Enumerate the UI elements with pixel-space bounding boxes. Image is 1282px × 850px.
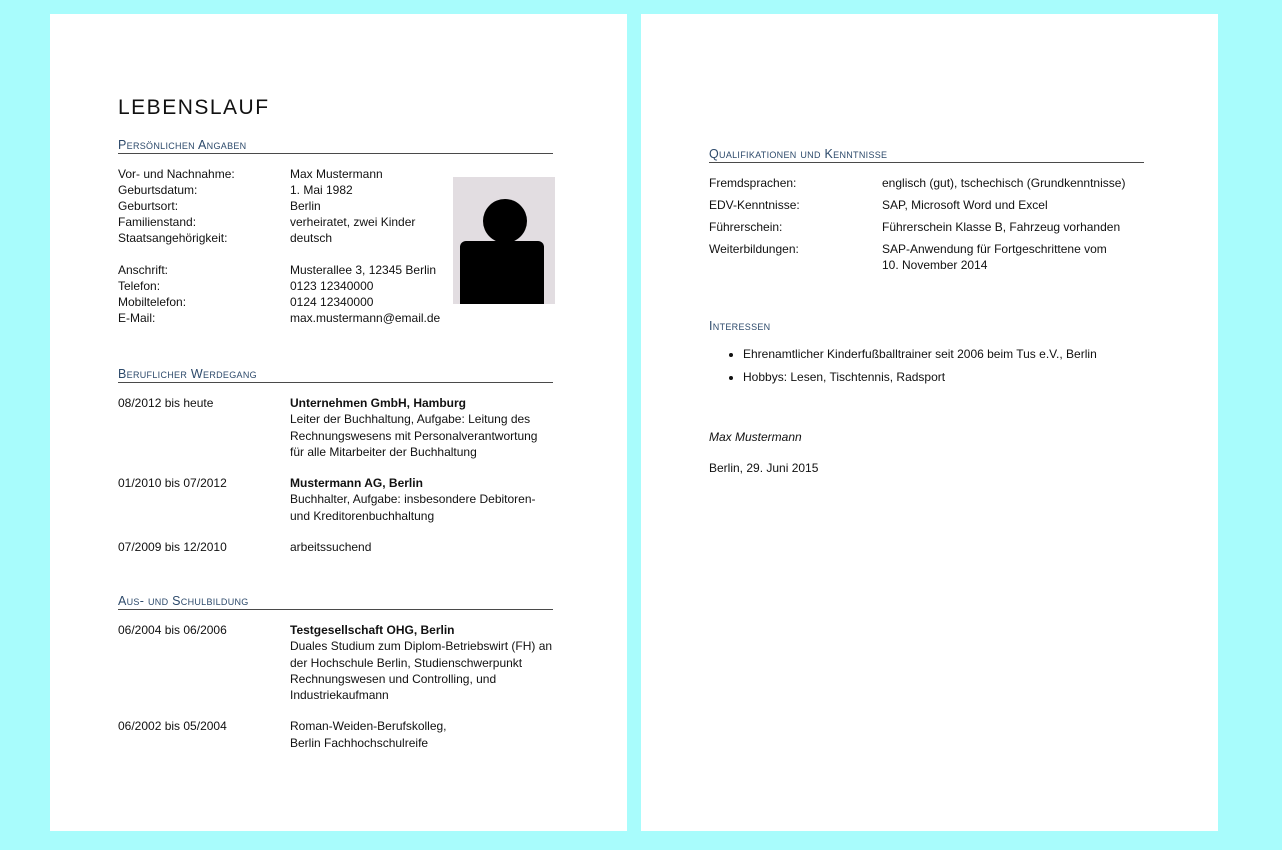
qualification-row (709, 175, 1144, 191)
field-label: E-Mail: (118, 311, 156, 325)
education-entry (118, 622, 553, 703)
field-label: Weiterbildungen: (709, 242, 799, 256)
career-entry (118, 539, 553, 555)
cv-page-2 (641, 14, 1218, 831)
entry-company: Unternehmen GmbH, Hamburg (290, 396, 467, 410)
qualification-row (709, 241, 1144, 273)
field-label: Fremdsprachen: (709, 176, 797, 190)
list-item: • Ehrenamtlicher Kinderfußballtrainer seit 2006 beim Tus e.V., Berlin (743, 346, 1144, 362)
field-value: SAP, Microsoft Word und Excel (882, 198, 1048, 212)
qualification-row (709, 219, 1144, 235)
field-value: 0124 12340000 (290, 295, 374, 309)
career-entry (118, 475, 553, 524)
entry-period: 07/2009 bis 12/2010 (118, 540, 227, 555)
field-label: Geburtsort: (118, 199, 179, 213)
entry-institution: Testgesellschaft OHG, Berlin (290, 623, 455, 637)
field-label: Telefon: (118, 279, 161, 293)
entry-description: arbeitssuchend (290, 540, 372, 555)
entry-description: Buchhalter, Aufgabe: insbesondere Debitoren- und Kreditorenbuchhaltung (290, 492, 536, 523)
field-value: Berlin (290, 199, 321, 213)
field-value: max.mustermann@email.de (290, 311, 441, 325)
field-value: Führerschein Klasse B, Fahrzeug vorhanden (882, 220, 1121, 234)
section-heading-education: Aus- und Schulbildung (118, 594, 553, 610)
section-education (118, 594, 553, 766)
qualification-row (709, 197, 1144, 213)
field-label: Mobiltelefon: (118, 295, 187, 309)
entry-period: 06/2004 bis 06/2006 (118, 623, 227, 637)
field-value: Musterallee 3, 12345 Berlin (290, 263, 437, 277)
avatar-body-shape (460, 241, 544, 304)
field-label: Vor- und Nachnahme: (118, 167, 235, 181)
avatar-head-shape (483, 199, 527, 243)
interests-list (709, 346, 1144, 385)
section-heading-interests: Interessen (709, 319, 771, 333)
entry-period: 08/2012 bis heute (118, 396, 214, 410)
field-value: 0123 12340000 (290, 279, 374, 293)
entry-period: 06/2002 bis 05/2004 (118, 719, 227, 734)
section-interests (709, 319, 1144, 392)
document-title: LEBENSLAUF (118, 96, 270, 119)
entry-period: 01/2010 bis 07/2012 (118, 476, 227, 491)
place-date: Berlin, 29. Juni 2015 (709, 461, 819, 475)
field-label: Anschrift: (118, 263, 169, 277)
entry-description: Leiter der Buchhaltung, Aufgabe: Leitung des Rechnungswesens mit Personalverantwortung für alle Mitarbeiter der Buchhaltung (290, 412, 538, 459)
section-heading-career: Beruflicher Werdegang (118, 367, 553, 383)
field-label: EDV-Kenntnisse: (709, 198, 800, 212)
cv-page-1 (50, 14, 627, 831)
entry-description: Duales Studium zum Diplom-Betriebswirt (FH) an der Hochschule Berlin, Studienschwerpunkt Rechnungswesen und Controlling, und Industriekaufmann (290, 639, 553, 703)
entry-description: Roman-Weiden-Berufskolleg, Berlin Fachhochschulreife (290, 719, 447, 750)
field-label: Führerschein: (709, 220, 783, 234)
field-value: deutsch (290, 231, 333, 245)
field-value: Max Mustermann (290, 167, 383, 181)
list-item: • Hobbys: Lesen, Tischtennis, Radsport (743, 369, 1144, 385)
field-value: SAP-Anwendung für Fortgeschrittene vom 10. November 2014 (882, 242, 1107, 272)
career-entry (118, 395, 553, 460)
section-qualifications (709, 147, 1144, 279)
profile-photo-placeholder (453, 177, 555, 304)
education-entry (118, 718, 553, 751)
field-label: Geburtsdatum: (118, 183, 198, 197)
contact-row (118, 310, 553, 326)
section-heading-qualifications: Qualifikationen und Kenntnisse (709, 147, 1144, 163)
field-label: Familienstand: (118, 215, 197, 229)
signature: Max Mustermann (709, 430, 802, 444)
field-label: Staatsangehörigkeit: (118, 231, 228, 245)
field-value: 1. Mai 1982 (290, 183, 353, 197)
field-value: verheiratet, zwei Kinder (290, 215, 416, 229)
section-heading-personal: Persönlichen Angaben (118, 138, 553, 154)
field-value: englisch (gut), tschechisch (Grundkenntnisse) (882, 176, 1126, 190)
entry-company: Mustermann AG, Berlin (290, 476, 423, 491)
section-career (118, 367, 553, 570)
